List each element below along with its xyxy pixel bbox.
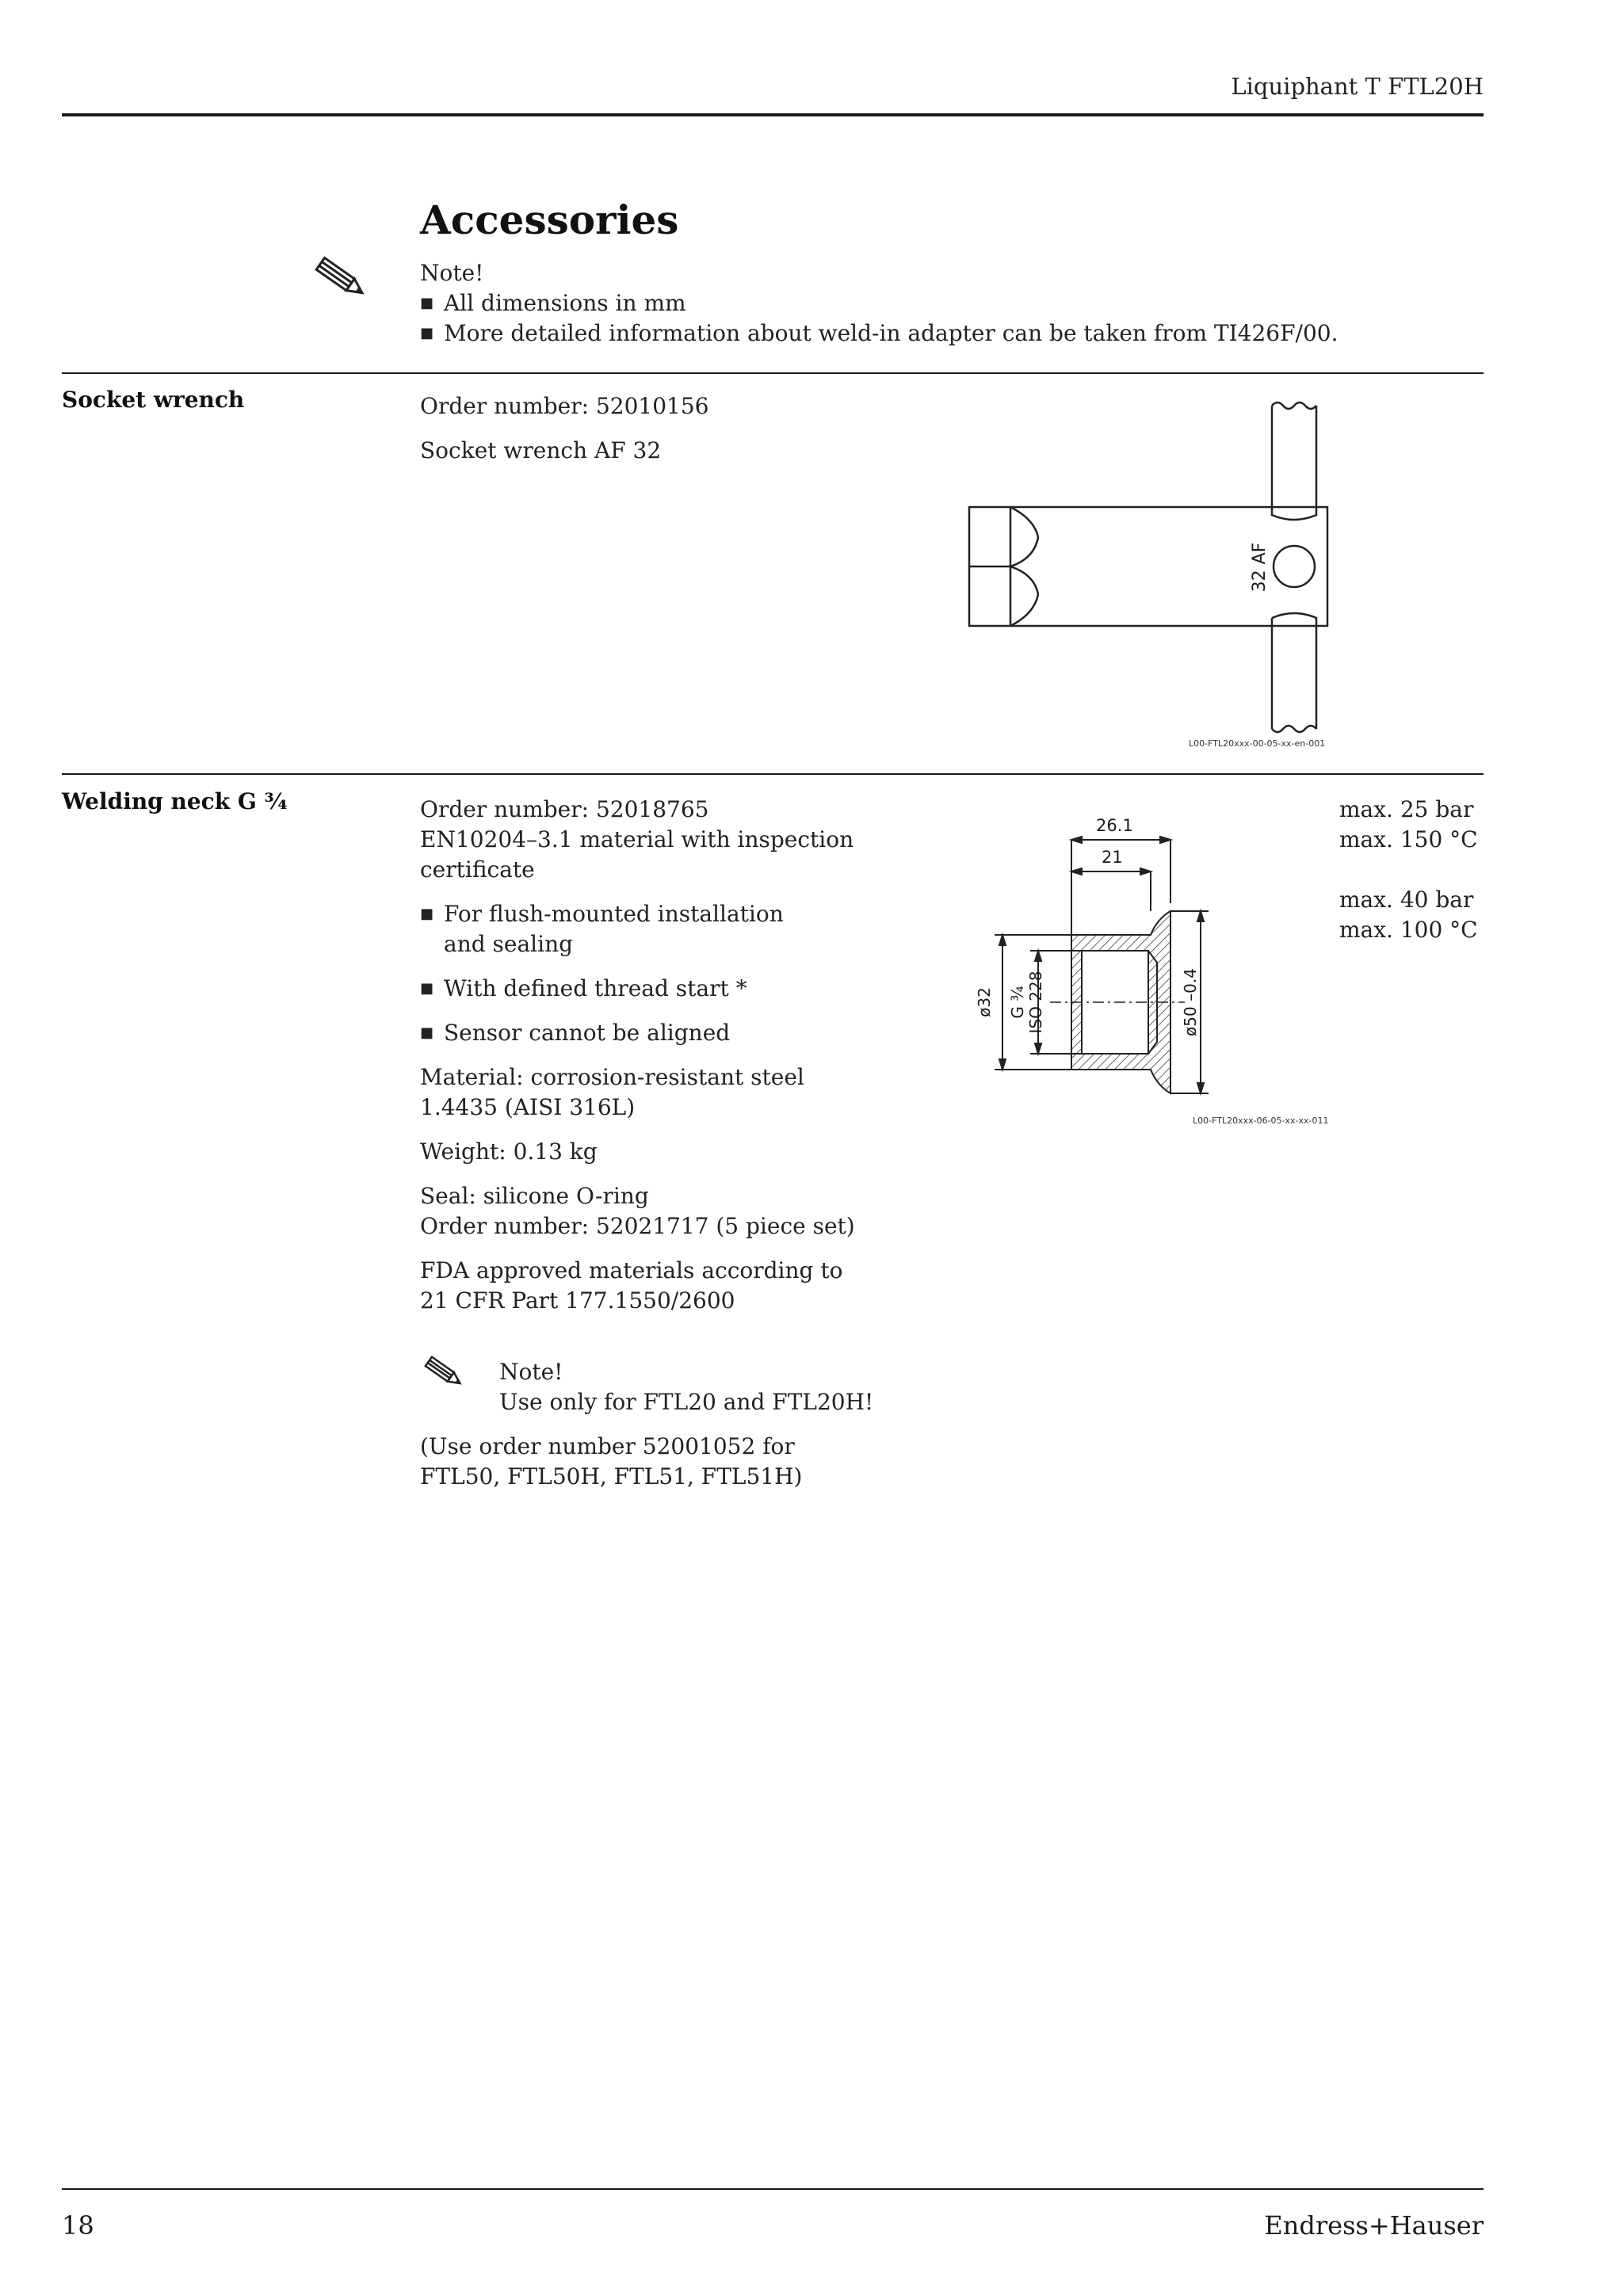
welding-neck-seal: Seal: silicone O-ring Order number: 52021717 (5 piece set) (420, 1183, 855, 1239)
dim-32: ø32 (975, 987, 994, 1017)
rating-3: max. 40 bar (1339, 887, 1474, 913)
dim-iso228: ISO 228 (1026, 971, 1045, 1034)
dim-50: ø50 –0.4 (1181, 968, 1200, 1036)
section-divider-2 (62, 773, 1484, 775)
socket-wrench-order-number: Order number: 52010156 (420, 393, 709, 419)
welding-neck-weight: Weight: 0.13 kg (420, 1138, 598, 1165)
welding-neck-order-number: Order number: 52018765 (420, 796, 709, 822)
welding-neck-bullet-2: ■ With defined thread start * (420, 974, 747, 1004)
socket-wrench-description: Socket wrench AF 32 (420, 437, 662, 463)
footer-rule (62, 2188, 1484, 2190)
welding-neck-material: Material: corrosion-resistant steel 1.4435 (AISI 316L) (420, 1064, 804, 1120)
welding-neck-fda: FDA approved materials according to 21 CFR Part 177.1550/2600 (420, 1257, 843, 1314)
socket-wrench-size-label: 32 AF (1250, 542, 1270, 593)
welding-neck-bullet-3: ■ Sensor cannot be aligned (420, 1018, 730, 1048)
pencil-icon (420, 1355, 468, 1391)
pencil-icon (309, 255, 372, 303)
dim-21: 21 (1102, 848, 1123, 867)
socket-wrench-drawing-code: L00-FTL20xxx-00-05-xx-en-001 (1189, 738, 1326, 749)
welding-neck-alternative: (Use order number 52001052 for FTL50, FTL50H, FTL51, FTL51H) (420, 1433, 803, 1489)
inline-note-label: Note! (499, 1359, 563, 1385)
header-title: Liquiphant T FTL20H (1231, 73, 1484, 100)
rating-1: max. 25 bar (1339, 796, 1474, 822)
note-item-1: ■ All dimensions in mm (420, 288, 686, 318)
dim-g34: G ¾ (1008, 986, 1027, 1019)
page-number: 18 (62, 2210, 94, 2241)
welding-neck-bullet-1: ■ For flush-mounted installation and sealing (420, 899, 784, 959)
rating-4: max. 100 °C (1339, 917, 1478, 943)
welding-neck-cert-line1: EN10204–3.1 material with inspection (420, 826, 854, 852)
rating-2: max. 150 °C (1339, 826, 1478, 852)
welding-neck-drawing-code: L00-FTL20xxx-06-05-xx-xx-011 (1193, 1116, 1329, 1126)
socket-wrench-heading: Socket wrench (62, 387, 245, 413)
page-title: Accessories (420, 196, 679, 243)
note-label: Note! (420, 260, 484, 286)
welding-neck-heading: Welding neck G ¾ (62, 788, 288, 814)
dim-26-1: 26.1 (1096, 816, 1133, 835)
header-rule (62, 113, 1484, 116)
note-item-2: ■ More detailed information about weld-in adapter can be taken from TI426F/00. (420, 318, 1338, 349)
inline-note-text: Use only for FTL20 and FTL20H! (499, 1389, 874, 1415)
footer-brand: Endress+Hauser (1264, 2210, 1484, 2241)
section-divider-1 (62, 372, 1484, 374)
welding-neck-cert-line2: certificate (420, 856, 535, 883)
socket-wrench-drawing (963, 396, 1359, 761)
